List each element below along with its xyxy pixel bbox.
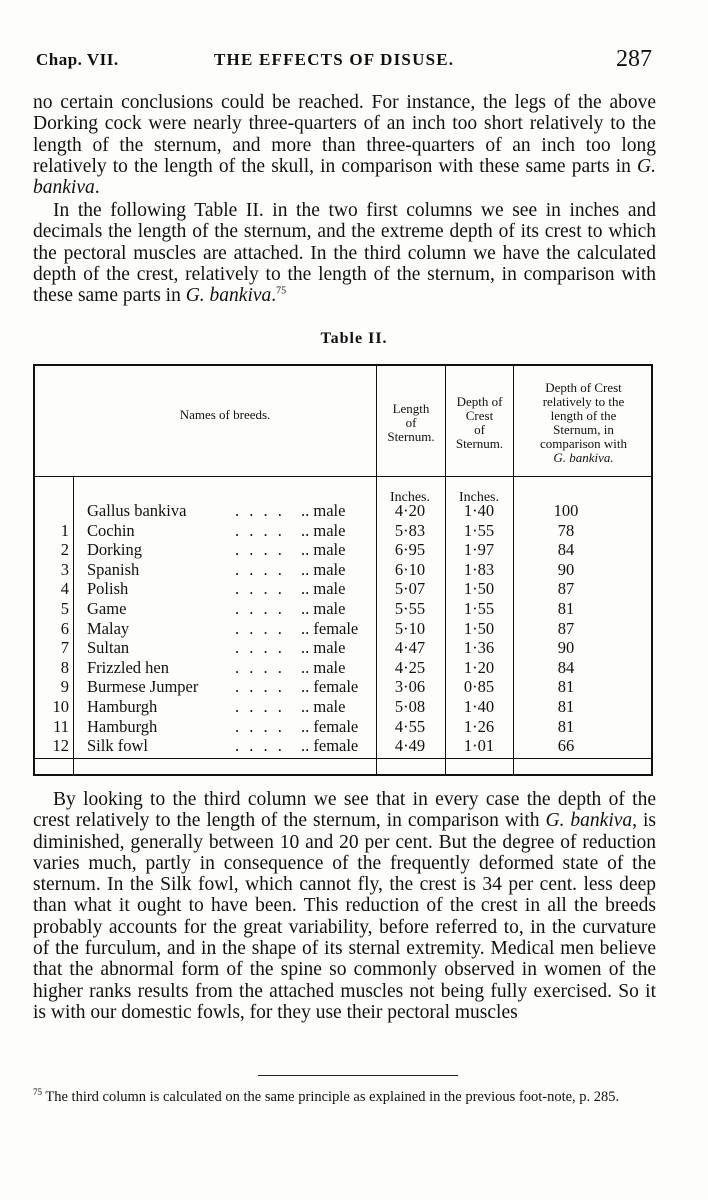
table-row [35,619,655,639]
units-depth: Inches. [458,490,500,505]
breed-sex: .. male [301,657,346,677]
breed-name: Burmese Jumper [87,677,199,697]
crest-depth: 1·55 [463,599,495,618]
column-header-depth [446,395,513,451]
footnote-text: The third column is calculated on the same principle as explained in the previous foot-note, p. 285. [45,1089,620,1105]
breed-name: Sultan [87,638,130,658]
paragraph-2-text: In the following Table II. in the two first columns we see in inches and decimals the length of the sternum, and the extreme depth of its crest to which the pectoral muscles are attached. In the third column we have the calculated depth of the crest, relatively to the length of the sternum, in comparison with these same parts in [33,200,656,307]
relative-depth: 84 [557,657,575,677]
footnote-number: 75 [33,1087,42,1098]
table-row [35,521,655,541]
table-row [35,579,655,599]
crest-depth: 0·85 [463,677,495,697]
breed-sex: .. male [301,501,346,520]
paragraph-3-end: , is diminished, generally between 10 and 20 per cent. But the degree of reduction varies much, partly in consequence of the frequently deformed state of the sternum. In the Silk fowl, which cannot fly, the crest is 34 per cent. less deep than what it ought to have been. This reduction of the crest in all the breeds probably accounts for the great variability, before referred to, in the curvature of the furculum, and in the shape of its sternal extremity. Medical men believe that the abnormal form of the spine so commonly observed in women of the higher ranks results from the attached muscles not being fully exercised. So it is with our domestic fowls, for they use their pectoral muscles [33,810,657,1023]
table-row [35,677,655,697]
row-index: 10 [52,697,69,716]
sternum-length: 6·10 [394,559,426,579]
leader-dots: . . . . [235,697,285,716]
header-line: Depth of [456,394,503,409]
header-line: Sternum. [455,436,504,451]
crest-depth: 1·01 [463,736,495,756]
sternum-length: 6·95 [394,540,426,560]
sternum-length: 5·83 [394,520,426,540]
breed-name: Malay [87,618,130,638]
header-line: relatively to the [542,394,625,409]
sternum-length: 4·47 [394,638,426,658]
breed-name: Game [87,599,127,618]
relative-depth: 90 [557,638,575,658]
relative-depth: 78 [557,520,575,540]
species-name: G. bankiva [185,285,272,307]
leader-dots: . . . . [235,501,285,520]
table-row [35,560,655,580]
relative-depth: 81 [557,677,575,697]
footnote [33,1088,658,1107]
table-row [35,501,655,521]
running-header [36,46,652,76]
relative-depth: 87 [557,579,575,599]
row-index: 3 [60,559,69,579]
chapter-label: Chap. VII. [36,50,119,69]
crest-depth: 1·50 [463,579,495,599]
leader-dots: . . . . [235,618,285,638]
header-line: of [474,422,485,437]
footnote-reference: 75 [276,285,287,297]
paragraph-1-text: no certain conclusions could be reached. For instance, the legs of the above Dorking cock were nearly three-quarters of an inch too short relatively to the length of the sternum, and more than three-quarters of an inch too long relatively to the length of the skull, in comparison with these same parts in [33,92,656,177]
sternum-length: 5·55 [394,599,426,618]
row-index: 5 [60,599,69,618]
column-header-length [377,402,445,444]
row-index: 7 [60,638,69,658]
table-row [35,638,655,658]
breed-name: Gallus bankiva [87,501,187,520]
relative-depth: 81 [557,716,575,736]
table-bottom-rule [35,758,651,759]
chapter-title: THE EFFECTS OF DISUSE. [214,50,455,69]
leader-dots: . . . . [235,520,285,540]
sternum-length: 3·06 [394,677,426,697]
leader-dots: . . . . [235,540,285,560]
breed-sex: .. female [301,677,359,697]
header-line: length of the [550,408,617,423]
breed-name: Silk fowl [87,736,148,756]
breed-sex: .. female [301,716,359,736]
breed-sex: .. male [301,559,346,579]
header-line: Sternum, in [553,422,614,437]
table-row [35,599,655,619]
breed-sex: .. male [301,579,346,599]
row-index: 2 [60,540,69,560]
relative-depth: 87 [557,618,575,638]
row-index: 6 [60,618,69,638]
row-index: 8 [60,657,69,677]
breed-name: Cochin [87,520,135,540]
crest-depth: 1·40 [463,501,495,520]
breed-sex: .. male [301,697,346,716]
paragraph-2-end: . [271,285,277,307]
crest-depth: 1·20 [463,657,495,677]
table-header-rule [35,476,651,477]
crest-depth: 1·55 [463,520,495,540]
leader-dots: . . . . [235,677,285,697]
header-line: G. bankiva. [553,450,614,465]
row-index: 12 [52,736,69,756]
table-row [35,540,655,560]
paragraph-2 [33,200,656,306]
table-row [35,717,655,737]
sternum-length: 4·49 [394,736,426,756]
breed-sex: .. male [301,599,346,618]
column-header-relative [514,381,653,465]
leader-dots: . . . . [235,559,285,579]
paragraph-3-text: By looking to the third column we see that in every case the depth of the crest relatively to the length of the sternum, in comparison with [33,789,656,832]
breed-sex: .. male [301,520,346,540]
header-line: Length [392,401,430,416]
row-index: 1 [60,520,69,540]
data-table [33,364,653,776]
leader-dots: . . . . [235,599,285,618]
crest-depth: 1·97 [463,540,495,560]
sternum-length: 4·25 [394,657,426,677]
header-line: Sternum. [387,429,435,444]
header-line: Depth of Crest [545,380,622,395]
sternum-length: 5·07 [394,579,426,599]
crest-depth: 1·36 [463,638,495,658]
row-index: 4 [60,579,69,599]
crest-depth: 1·83 [463,559,495,579]
leader-dots: . . . . [235,579,285,599]
paragraph-1 [33,92,656,198]
table-row [35,658,655,678]
leader-dots: . . . . [235,638,285,658]
relative-depth: 90 [557,559,575,579]
species-name: G. bankiva [33,155,656,199]
leader-dots: . . . . [235,716,285,736]
sternum-length: 5·08 [394,697,426,716]
table-title: Table II. [320,330,388,347]
row-index: 9 [60,677,69,697]
breed-name: Hamburgh [87,697,158,716]
species-name: G. bankiva [545,810,633,832]
units-length: Inches. [389,490,431,505]
paragraph-1-end: . [94,177,100,199]
breed-name: Dorking [87,540,142,560]
relative-depth: 100 [553,501,579,520]
breed-sex: .. female [301,736,359,756]
header-line: comparison with [539,436,627,451]
footnote-rule [258,1075,458,1076]
row-index: 11 [53,716,69,736]
leader-dots: . . . . [235,657,285,677]
relative-depth: 81 [557,697,575,716]
breed-sex: .. male [301,638,346,658]
sternum-length: 5·10 [394,618,426,638]
table-row [35,697,655,717]
breed-name: Frizzled hen [87,657,170,677]
relative-depth: 84 [557,540,575,560]
table-row [35,736,655,756]
header-line: of [405,415,417,430]
breed-name: Hamburgh [87,716,158,736]
page-number: 287 [616,46,652,72]
crest-depth: 1·50 [463,618,495,638]
crest-depth: 1·40 [463,697,495,716]
paragraph-3 [33,789,656,1023]
column-header-names: Names of breeds. [179,407,271,422]
breed-sex: .. female [301,618,359,638]
breed-name: Spanish [87,559,140,579]
crest-depth: 1·26 [463,716,495,736]
breed-sex: .. male [301,540,346,560]
sternum-length: 4·20 [394,501,426,520]
relative-depth: 81 [557,599,575,618]
relative-depth: 66 [557,736,575,756]
sternum-length: 4·55 [394,716,426,736]
leader-dots: . . . . [235,736,285,756]
header-line: Crest [465,408,494,423]
breed-name: Polish [87,579,129,599]
